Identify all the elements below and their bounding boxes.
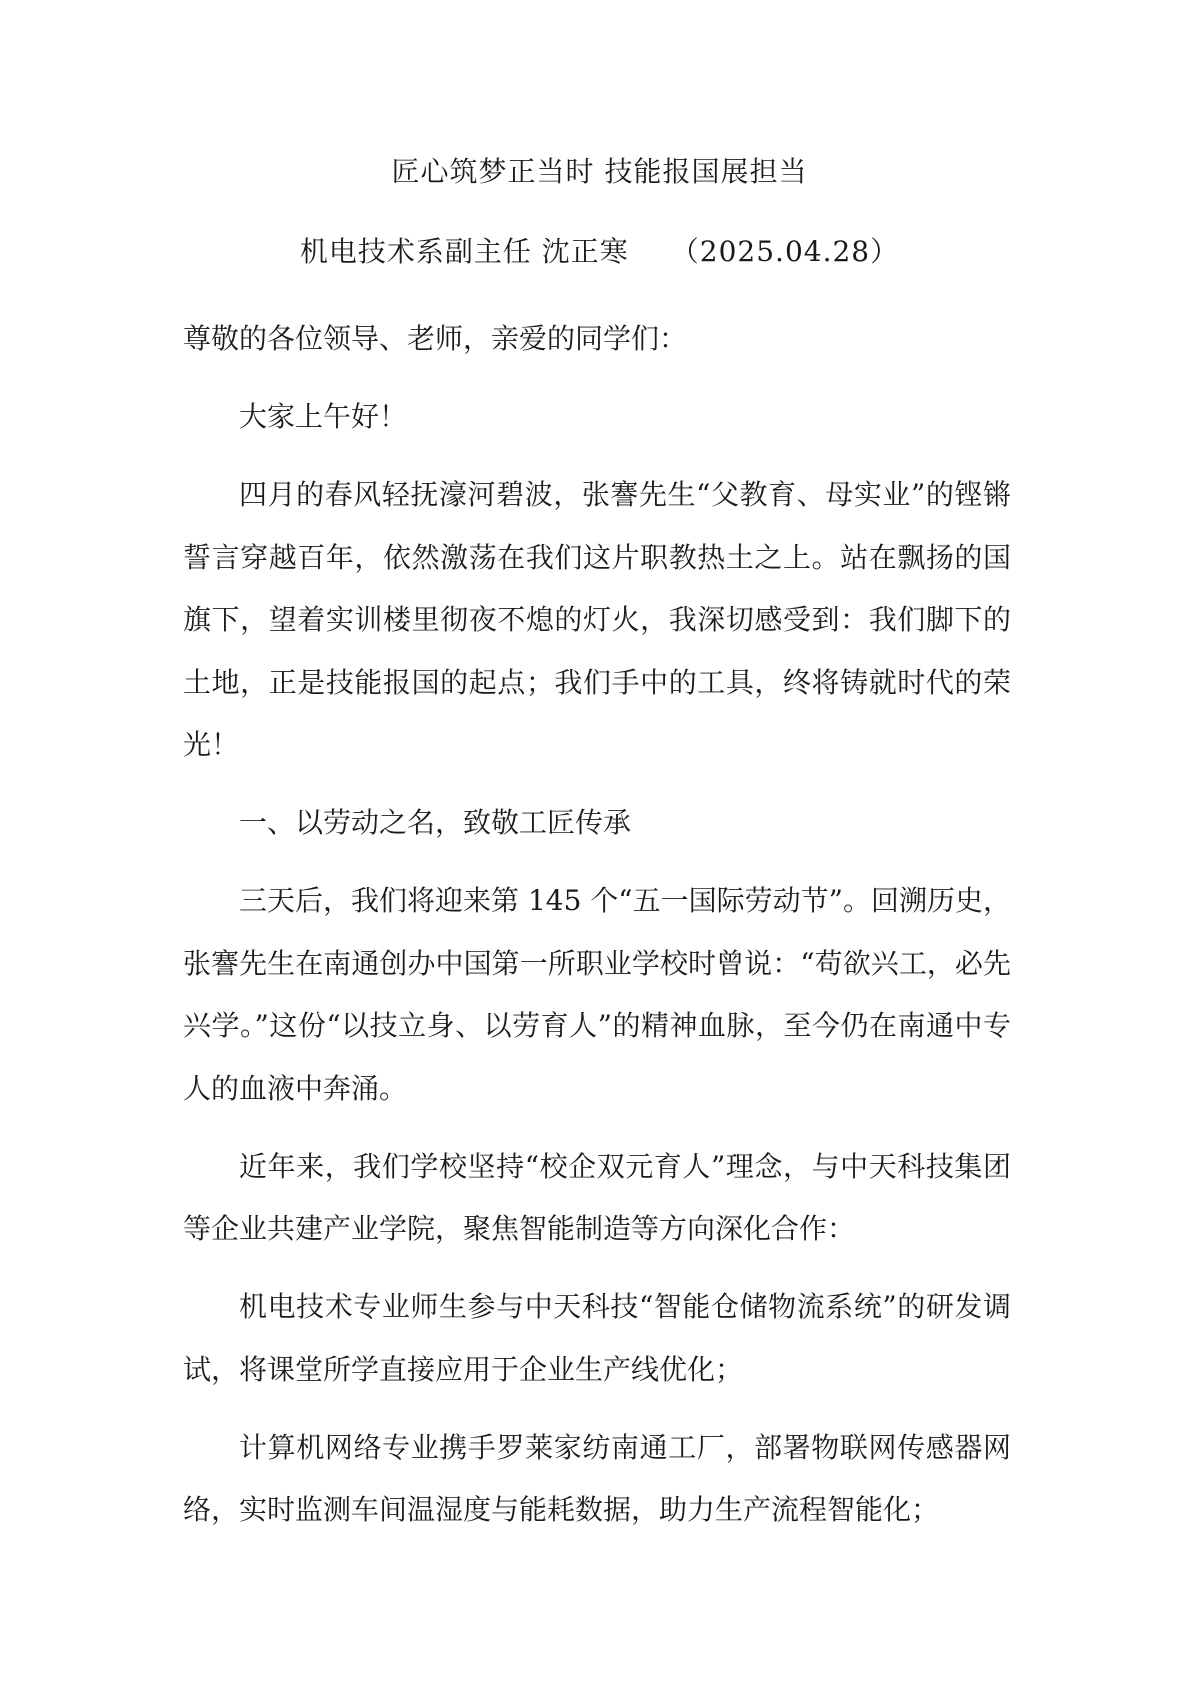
document-body <box>183 308 1011 1557</box>
paragraph: 大家上午好！ <box>239 400 408 433</box>
section-heading: 一、以劳动之名，致敬工匠传承 <box>239 806 632 839</box>
byline-author: 机电技术系副主任 沈正寒 <box>299 235 629 268</box>
paragraph: 机电技术专业师生参与中天科技“智能仓储物流系统”的研发调试，将课堂所学直接应用于企业生产线优化； <box>183 1290 1011 1386</box>
paragraph: 三天后，我们将迎来第 145 个“五一国际劳动节”。回溯历史，张謇先生在南通创办中国第一所职业学校时曾说：“苟欲兴工，必先兴学。”这份“以技立身、以劳育人”的精神血脉，至今仍在南通中专人的血液中奔涌。 <box>183 884 1011 1105</box>
paragraph: 尊敬的各位领导、老师，亲爱的同学们： <box>183 322 688 355</box>
byline <box>0 232 1199 272</box>
byline-date: （2025.04.28） <box>670 235 900 268</box>
document-title: 匠心筑梦正当时 技能报国展担当 <box>391 155 808 188</box>
paragraph: 计算机网络专业携手罗莱家纺南通工厂，部署物联网传感器网络，实时监测车间温湿度与能耗数据，助力生产流程智能化； <box>183 1430 1011 1526</box>
paragraph: 近年来，我们学校坚持“校企双元育人”理念，与中天科技集团等企业共建产业学院，聚焦智能制造等方向深化合作： <box>183 1149 1011 1245</box>
paragraph: 四月的春风轻抚濠河碧波，张謇先生“父教育、母实业”的铿锵誓言穿越百年，依然激荡在我们这片职教热土之上。站在飘扬的国旗下，望着实训楼里彻夜不熄的灯火，我深切感受到：我们脚下的土地，正是技能报国的起点；我们手中的工具，终将铸就时代的荣光！ <box>183 478 1011 761</box>
